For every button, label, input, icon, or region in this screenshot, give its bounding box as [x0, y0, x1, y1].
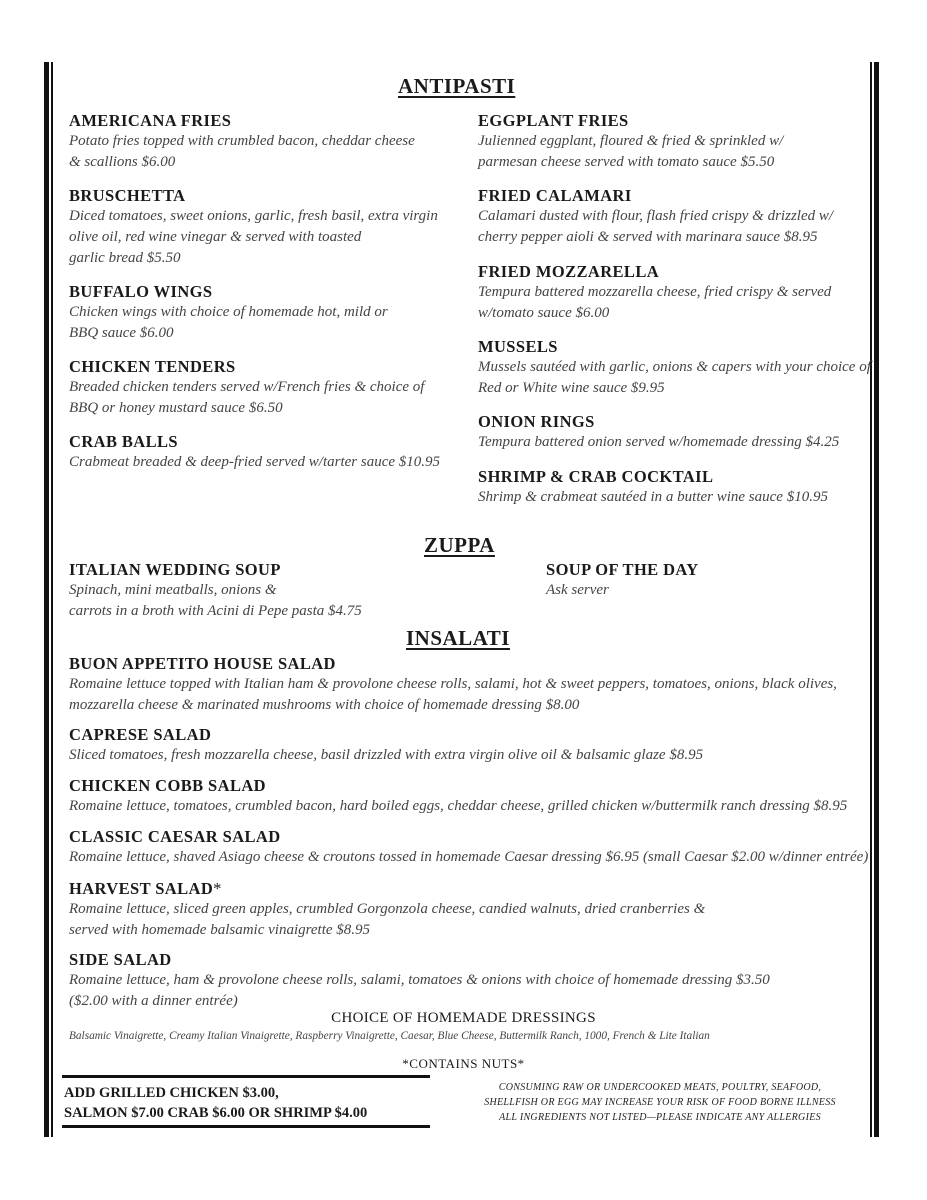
addon-rule-top: [62, 1075, 430, 1078]
menu-item-house-salad: [69, 653, 837, 716]
item-desc: Diced tomatoes, sweet onions, garlic, fresh basil, extra virgin: [69, 208, 438, 224]
menu-item-mussels: [478, 336, 871, 399]
item-desc: cherry pepper aioli & served with marinara sauce $8.95: [478, 229, 818, 245]
item-desc: Romaine lettuce, tomatoes, crumbled bacon, hard boiled eggs, cheddar cheese, grilled chicken w/buttermilk ranch dressing $8.95: [69, 798, 848, 814]
item-name: CLASSIC CAESAR SALAD: [69, 827, 281, 846]
item-name: CAPRESE SALAD: [69, 725, 212, 744]
item-desc: Julienned eggplant, floured & fried & sprinkled w/: [478, 133, 784, 149]
item-name: BRUSCHETTA: [69, 186, 186, 205]
item-desc: Breaded chicken tenders served w/French fries & choice of: [69, 379, 425, 395]
item-desc: olive oil, red wine vinegar & served with toasted: [69, 229, 362, 245]
menu-item-fried-mozzarella: [478, 261, 831, 324]
menu-item-crab-balls: [69, 431, 440, 473]
menu-item-italian-wedding-soup: [69, 559, 362, 622]
item-name: FRIED CALAMARI: [478, 186, 632, 205]
item-name: BUFFALO WINGS: [69, 282, 213, 301]
menu-item-caprese-salad: [69, 724, 703, 766]
menu-item-classic-caesar-salad: [69, 826, 868, 868]
item-desc: Tempura battered onion served w/homemade dressing $4.25: [478, 434, 840, 450]
warning-line: ALL INGREDIENTS NOT LISTED—PLEASE INDICATE ANY ALLERGIES: [499, 1112, 821, 1123]
item-desc: parmesan cheese served with tomato sauce $5.50: [478, 154, 775, 170]
item-desc: BBQ sauce $6.00: [69, 325, 174, 341]
addon-box: [64, 1083, 367, 1123]
menu-item-side-salad: [69, 949, 770, 1012]
menu-item-buffalo-wings: [69, 281, 388, 344]
addon-line: ADD GRILLED CHICKEN $3.00,: [64, 1085, 279, 1101]
menu-item-chicken-tenders: [69, 356, 424, 419]
item-desc: Romaine lettuce, ham & provolone cheese rolls, salami, tomatoes & onions with choice of homemade dressing $3.50: [69, 972, 770, 988]
contains-nuts-note: *CONTAINS NUTS*: [402, 1056, 525, 1071]
dressings-heading: CHOICE OF HOMEMADE DRESSINGS: [331, 1010, 596, 1026]
item-name: MUSSELS: [478, 337, 558, 356]
item-desc: & scallions $6.00: [69, 154, 176, 170]
antipasti-heading: ANTIPASTI: [398, 74, 516, 98]
item-name: BUON APPETITO HOUSE SALAD: [69, 654, 336, 673]
item-name: CRAB BALLS: [69, 432, 178, 451]
item-name: [69, 878, 705, 899]
right-border: [874, 62, 879, 1137]
menu-item-eggplant-fries: [478, 110, 783, 173]
item-desc: Calamari dusted with flour, flash fried crispy & drizzled w/: [478, 208, 834, 224]
item-desc: Shrimp & crabmeat sautéed in a butter wine sauce $10.95: [478, 489, 828, 505]
item-desc: served with homemade balsamic vinaigrette $8.95: [69, 922, 371, 938]
addon-line: SALMON $7.00 CRAB $6.00 OR SHRIMP $4.00: [64, 1105, 368, 1121]
item-desc: Romaine lettuce, shaved Asiago cheese & croutons tossed in homemade Caesar dressing $6.95 (small Caesar $2.00 w/dinner entrée): [69, 849, 869, 865]
item-name: EGGPLANT FRIES: [478, 111, 629, 130]
item-name: FRIED MOZZARELLA: [478, 262, 660, 281]
addon-rule-bottom: [62, 1125, 430, 1128]
item-desc: carrots in a broth with Acini di Pepe pasta $4.75: [69, 603, 362, 619]
item-desc: Ask server: [546, 582, 609, 598]
item-desc: ($2.00 with a dinner entrée): [69, 993, 238, 1009]
item-name: AMERICANA FRIES: [69, 111, 232, 130]
menu-item-harvest-salad: [69, 878, 705, 941]
item-desc: w/tomato sauce $6.00: [478, 305, 610, 321]
item-desc: Spinach, mini meatballs, onions &: [69, 582, 277, 598]
left-border: [44, 62, 49, 1137]
item-desc: garlic bread $5.50: [69, 250, 181, 266]
item-name: SOUP OF THE DAY: [546, 560, 699, 579]
item-name: ONION RINGS: [478, 412, 595, 431]
contains-nuts-mark: *: [213, 879, 222, 898]
item-name: SIDE SALAD: [69, 950, 172, 969]
item-desc: Crabmeat breaded & deep-fried served w/tarter sauce $10.95: [69, 454, 441, 470]
left-border-thin: [51, 62, 53, 1137]
menu-item-bruschetta: [69, 185, 438, 269]
menu-item-americana-fries: [69, 110, 415, 173]
warning-line: CONSUMING RAW OR UNDERCOOKED MEATS, POULTRY, SEAFOOD,: [498, 1082, 822, 1093]
item-name: SHRIMP & CRAB COCKTAIL: [478, 467, 714, 486]
menu-item-onion-rings: [478, 411, 839, 453]
item-name-text: HARVEST SALAD: [69, 879, 214, 898]
item-desc: mozzarella cheese & marinated mushrooms with choice of homemade dressing $8.00: [69, 697, 580, 713]
item-desc: Chicken wings with choice of homemade hot, mild or: [69, 304, 388, 320]
menu-item-soup-of-the-day: [546, 559, 699, 601]
item-desc: Romaine lettuce topped with Italian ham & provolone cheese rolls, salami, hot & sweet peppers, tomatoes, onions, black olives,: [69, 676, 837, 692]
right-border-thin: [870, 62, 872, 1137]
insalati-heading: INSALATI: [406, 626, 510, 650]
item-desc: Romaine lettuce, sliced green apples, crumbled Gorgonzola cheese, candied walnuts, dried cranberries &: [69, 901, 706, 917]
item-name: ITALIAN WEDDING SOUP: [69, 560, 281, 579]
item-desc: BBQ or honey mustard sauce $6.50: [69, 400, 283, 416]
item-desc: Mussels sautéed with garlic, onions & capers with your choice of: [478, 359, 871, 375]
food-safety-warning: [440, 1080, 880, 1125]
item-desc: Tempura battered mozzarella cheese, fried crispy & served: [478, 284, 832, 300]
item-desc: Sliced tomatoes, fresh mozzarella cheese, basil drizzled with extra virgin olive oil & balsamic glaze $8.95: [69, 747, 704, 763]
zuppa-heading: ZUPPA: [424, 533, 495, 557]
menu-item-fried-calamari: [478, 185, 833, 248]
item-name: CHICKEN TENDERS: [69, 357, 236, 376]
item-desc: Red or White wine sauce $9.95: [478, 380, 665, 396]
warning-line: SHELLFISH OR EGG MAY INCREASE YOUR RISK OF FOOD BORNE ILLNESS: [484, 1097, 836, 1108]
item-name: CHICKEN COBB SALAD: [69, 776, 266, 795]
dressings-list: Balsamic Vinaigrette, Creamy Italian Vinaigrette, Raspberry Vinaigrette, Caesar, Blue Cheese, Buttermilk Ranch, 1000, French & Lite Italian: [69, 1030, 710, 1042]
menu-item-chicken-cobb-salad: [69, 775, 847, 817]
item-desc: Potato fries topped with crumbled bacon, cheddar cheese: [69, 133, 415, 149]
menu-item-shrimp-crab-cocktail: [478, 466, 828, 508]
